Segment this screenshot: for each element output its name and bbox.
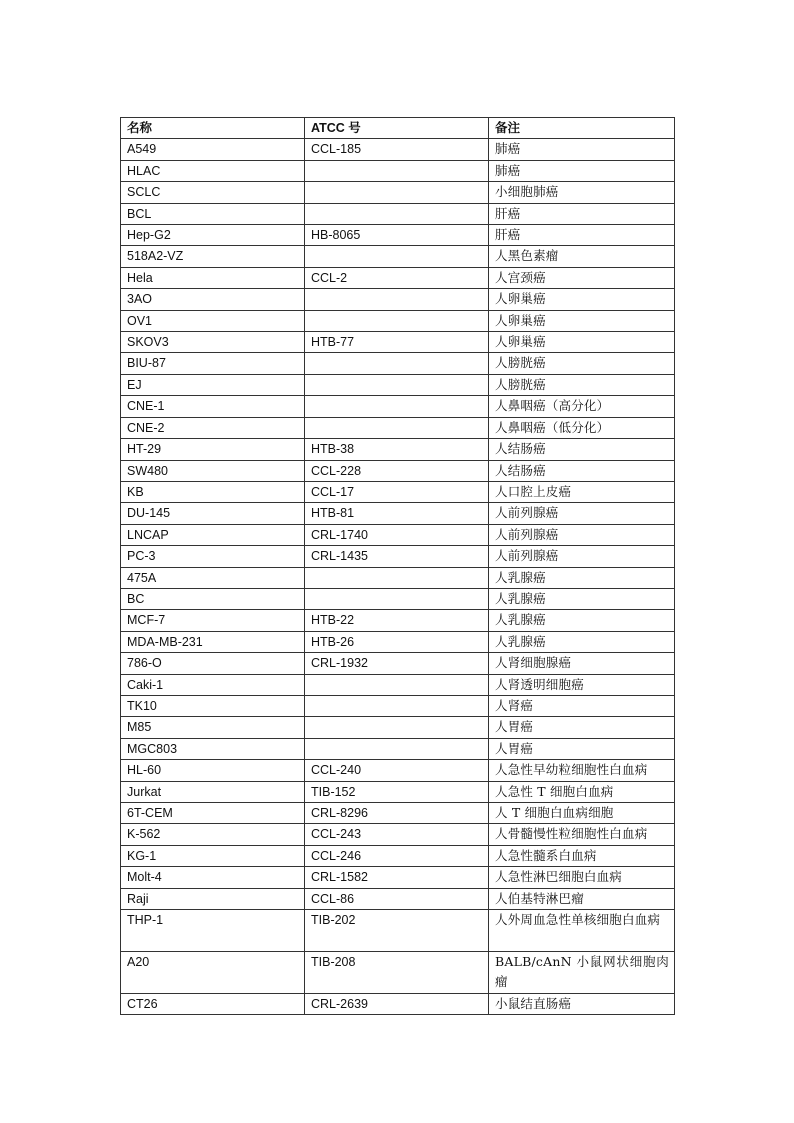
cell-line-name: PC-3 xyxy=(121,546,305,567)
table-row xyxy=(121,717,675,738)
cell-line-name: 518A2-VZ xyxy=(121,246,305,267)
note: 人结肠癌 xyxy=(489,460,675,481)
table-row xyxy=(121,503,675,524)
cell-line-name: SW480 xyxy=(121,460,305,481)
cell-line-name: LNCAP xyxy=(121,524,305,545)
cell-line-name: HLAC xyxy=(121,160,305,181)
table-row xyxy=(121,246,675,267)
note: 人骨髓慢性粒细胞性白血病 xyxy=(489,824,675,845)
cell-line-name: Caki-1 xyxy=(121,674,305,695)
note: 人胃癌 xyxy=(489,717,675,738)
note: 人乳腺癌 xyxy=(489,631,675,652)
atcc-number: TIB-202 xyxy=(305,910,489,952)
atcc-number xyxy=(305,289,489,310)
note: 肝癌 xyxy=(489,225,675,246)
table-row xyxy=(121,631,675,652)
note: 人肾细胞腺癌 xyxy=(489,653,675,674)
cell-line-name: SKOV3 xyxy=(121,332,305,353)
atcc-number: CCL-228 xyxy=(305,460,489,481)
atcc-number: TIB-208 xyxy=(305,952,489,994)
note: 人乳腺癌 xyxy=(489,567,675,588)
table-row xyxy=(121,803,675,824)
table-row xyxy=(121,845,675,866)
note: 人前列腺癌 xyxy=(489,503,675,524)
table-row xyxy=(121,610,675,631)
table-row xyxy=(121,695,675,716)
atcc-number xyxy=(305,246,489,267)
note: 小鼠结直肠癌 xyxy=(489,994,675,1015)
table-row xyxy=(121,353,675,374)
table-row xyxy=(121,160,675,181)
note: 肺癌 xyxy=(489,139,675,160)
cell-line-name: THP-1 xyxy=(121,910,305,952)
atcc-number: CCL-2 xyxy=(305,267,489,288)
table-row xyxy=(121,588,675,609)
cell-line-name: CNE-2 xyxy=(121,417,305,438)
table-row xyxy=(121,888,675,909)
cell-line-name: BC xyxy=(121,588,305,609)
note: 人鼻咽癌（高分化） xyxy=(489,396,675,417)
atcc-number xyxy=(305,396,489,417)
table-row xyxy=(121,267,675,288)
table-row xyxy=(121,952,675,994)
atcc-number xyxy=(305,417,489,438)
atcc-number: HTB-38 xyxy=(305,439,489,460)
cell-line-table xyxy=(120,117,675,1015)
note: 人乳腺癌 xyxy=(489,588,675,609)
note: BALB/cAnN 小鼠网状细胞肉瘤 xyxy=(489,952,675,994)
table-row xyxy=(121,396,675,417)
atcc-number xyxy=(305,717,489,738)
note: 人肾癌 xyxy=(489,695,675,716)
atcc-number: CCL-240 xyxy=(305,760,489,781)
table-row xyxy=(121,546,675,567)
note: 人外周血急性单核细胞白血病 xyxy=(489,910,675,952)
atcc-number: HTB-81 xyxy=(305,503,489,524)
table-row xyxy=(121,439,675,460)
table-body xyxy=(121,139,675,1015)
cell-line-name: M85 xyxy=(121,717,305,738)
cell-line-name: CT26 xyxy=(121,994,305,1015)
table-row xyxy=(121,674,675,695)
note: 人急性早幼粒细胞性白血病 xyxy=(489,760,675,781)
cell-line-name: Hep-G2 xyxy=(121,225,305,246)
atcc-number xyxy=(305,182,489,203)
cell-line-name: SCLC xyxy=(121,182,305,203)
table-header-row xyxy=(121,118,675,139)
note: 人急性髓系白血病 xyxy=(489,845,675,866)
note: 人口腔上皮癌 xyxy=(489,481,675,502)
atcc-number xyxy=(305,695,489,716)
note: 肝癌 xyxy=(489,203,675,224)
atcc-number: CRL-1740 xyxy=(305,524,489,545)
note: 人卵巢癌 xyxy=(489,332,675,353)
table-row xyxy=(121,760,675,781)
atcc-number: CRL-1932 xyxy=(305,653,489,674)
table-row xyxy=(121,417,675,438)
atcc-number: HTB-22 xyxy=(305,610,489,631)
atcc-number xyxy=(305,353,489,374)
cell-line-name: MDA-MB-231 xyxy=(121,631,305,652)
atcc-number: CCL-246 xyxy=(305,845,489,866)
table-row xyxy=(121,203,675,224)
note: 人卵巢癌 xyxy=(489,310,675,331)
note: 肺癌 xyxy=(489,160,675,181)
note: 人黑色素瘤 xyxy=(489,246,675,267)
atcc-number: CCL-243 xyxy=(305,824,489,845)
table-row xyxy=(121,994,675,1015)
table-row xyxy=(121,567,675,588)
note: 人卵巢癌 xyxy=(489,289,675,310)
cell-line-name: A20 xyxy=(121,952,305,994)
table-row xyxy=(121,867,675,888)
table-row xyxy=(121,460,675,481)
header-atcc: ATCC 号 xyxy=(305,118,489,139)
table-row xyxy=(121,182,675,203)
note: 小细胞肺癌 xyxy=(489,182,675,203)
cell-line-name: Jurkat xyxy=(121,781,305,802)
atcc-number xyxy=(305,160,489,181)
atcc-number: CRL-1435 xyxy=(305,546,489,567)
atcc-number: HTB-26 xyxy=(305,631,489,652)
cell-line-name: HL-60 xyxy=(121,760,305,781)
cell-line-name: CNE-1 xyxy=(121,396,305,417)
cell-line-name: A549 xyxy=(121,139,305,160)
table-row xyxy=(121,653,675,674)
atcc-number xyxy=(305,738,489,759)
table-row xyxy=(121,738,675,759)
cell-line-name: 6T-CEM xyxy=(121,803,305,824)
note: 人肾透明细胞癌 xyxy=(489,674,675,695)
note: 人鼻咽癌（低分化） xyxy=(489,417,675,438)
table-row xyxy=(121,374,675,395)
atcc-number xyxy=(305,588,489,609)
note: 人急性 T 细胞白血病 xyxy=(489,781,675,802)
cell-line-name: Molt-4 xyxy=(121,867,305,888)
atcc-number: CRL-1582 xyxy=(305,867,489,888)
header-name: 名称 xyxy=(121,118,305,139)
cell-line-name: KG-1 xyxy=(121,845,305,866)
cell-line-name: DU-145 xyxy=(121,503,305,524)
table-row xyxy=(121,524,675,545)
atcc-number: CRL-8296 xyxy=(305,803,489,824)
atcc-number: CCL-185 xyxy=(305,139,489,160)
cell-line-name: EJ xyxy=(121,374,305,395)
note: 人乳腺癌 xyxy=(489,610,675,631)
atcc-number: CCL-17 xyxy=(305,481,489,502)
note: 人膀胱癌 xyxy=(489,374,675,395)
atcc-number xyxy=(305,203,489,224)
table-row xyxy=(121,225,675,246)
note: 人宫颈癌 xyxy=(489,267,675,288)
note: 人 T 细胞白血病细胞 xyxy=(489,803,675,824)
cell-line-name: MGC803 xyxy=(121,738,305,759)
atcc-number xyxy=(305,567,489,588)
cell-line-name: K-562 xyxy=(121,824,305,845)
atcc-number xyxy=(305,674,489,695)
cell-line-name: HT-29 xyxy=(121,439,305,460)
note: 人前列腺癌 xyxy=(489,524,675,545)
cell-line-name: 786-O xyxy=(121,653,305,674)
cell-line-name: OV1 xyxy=(121,310,305,331)
atcc-number: HTB-77 xyxy=(305,332,489,353)
table-row xyxy=(121,481,675,502)
table-row xyxy=(121,781,675,802)
atcc-number xyxy=(305,310,489,331)
cell-line-name: KB xyxy=(121,481,305,502)
note: 人伯基特淋巴瘤 xyxy=(489,888,675,909)
cell-line-name: 3AO xyxy=(121,289,305,310)
cell-line-name: 475A xyxy=(121,567,305,588)
header-note: 备注 xyxy=(489,118,675,139)
atcc-number xyxy=(305,374,489,395)
table-row xyxy=(121,139,675,160)
table-row xyxy=(121,289,675,310)
cell-line-name: BCL xyxy=(121,203,305,224)
table-row xyxy=(121,910,675,952)
atcc-number: CCL-86 xyxy=(305,888,489,909)
atcc-number: HB-8065 xyxy=(305,225,489,246)
note: 人胃癌 xyxy=(489,738,675,759)
cell-line-name: Raji xyxy=(121,888,305,909)
table-row xyxy=(121,332,675,353)
cell-line-name: BIU-87 xyxy=(121,353,305,374)
cell-line-name: Hela xyxy=(121,267,305,288)
table-row xyxy=(121,310,675,331)
note: 人前列腺癌 xyxy=(489,546,675,567)
cell-line-name: TK10 xyxy=(121,695,305,716)
cell-line-name: MCF-7 xyxy=(121,610,305,631)
atcc-number: TIB-152 xyxy=(305,781,489,802)
table-row xyxy=(121,824,675,845)
note: 人结肠癌 xyxy=(489,439,675,460)
note: 人膀胱癌 xyxy=(489,353,675,374)
atcc-number: CRL-2639 xyxy=(305,994,489,1015)
note: 人急性淋巴细胞白血病 xyxy=(489,867,675,888)
